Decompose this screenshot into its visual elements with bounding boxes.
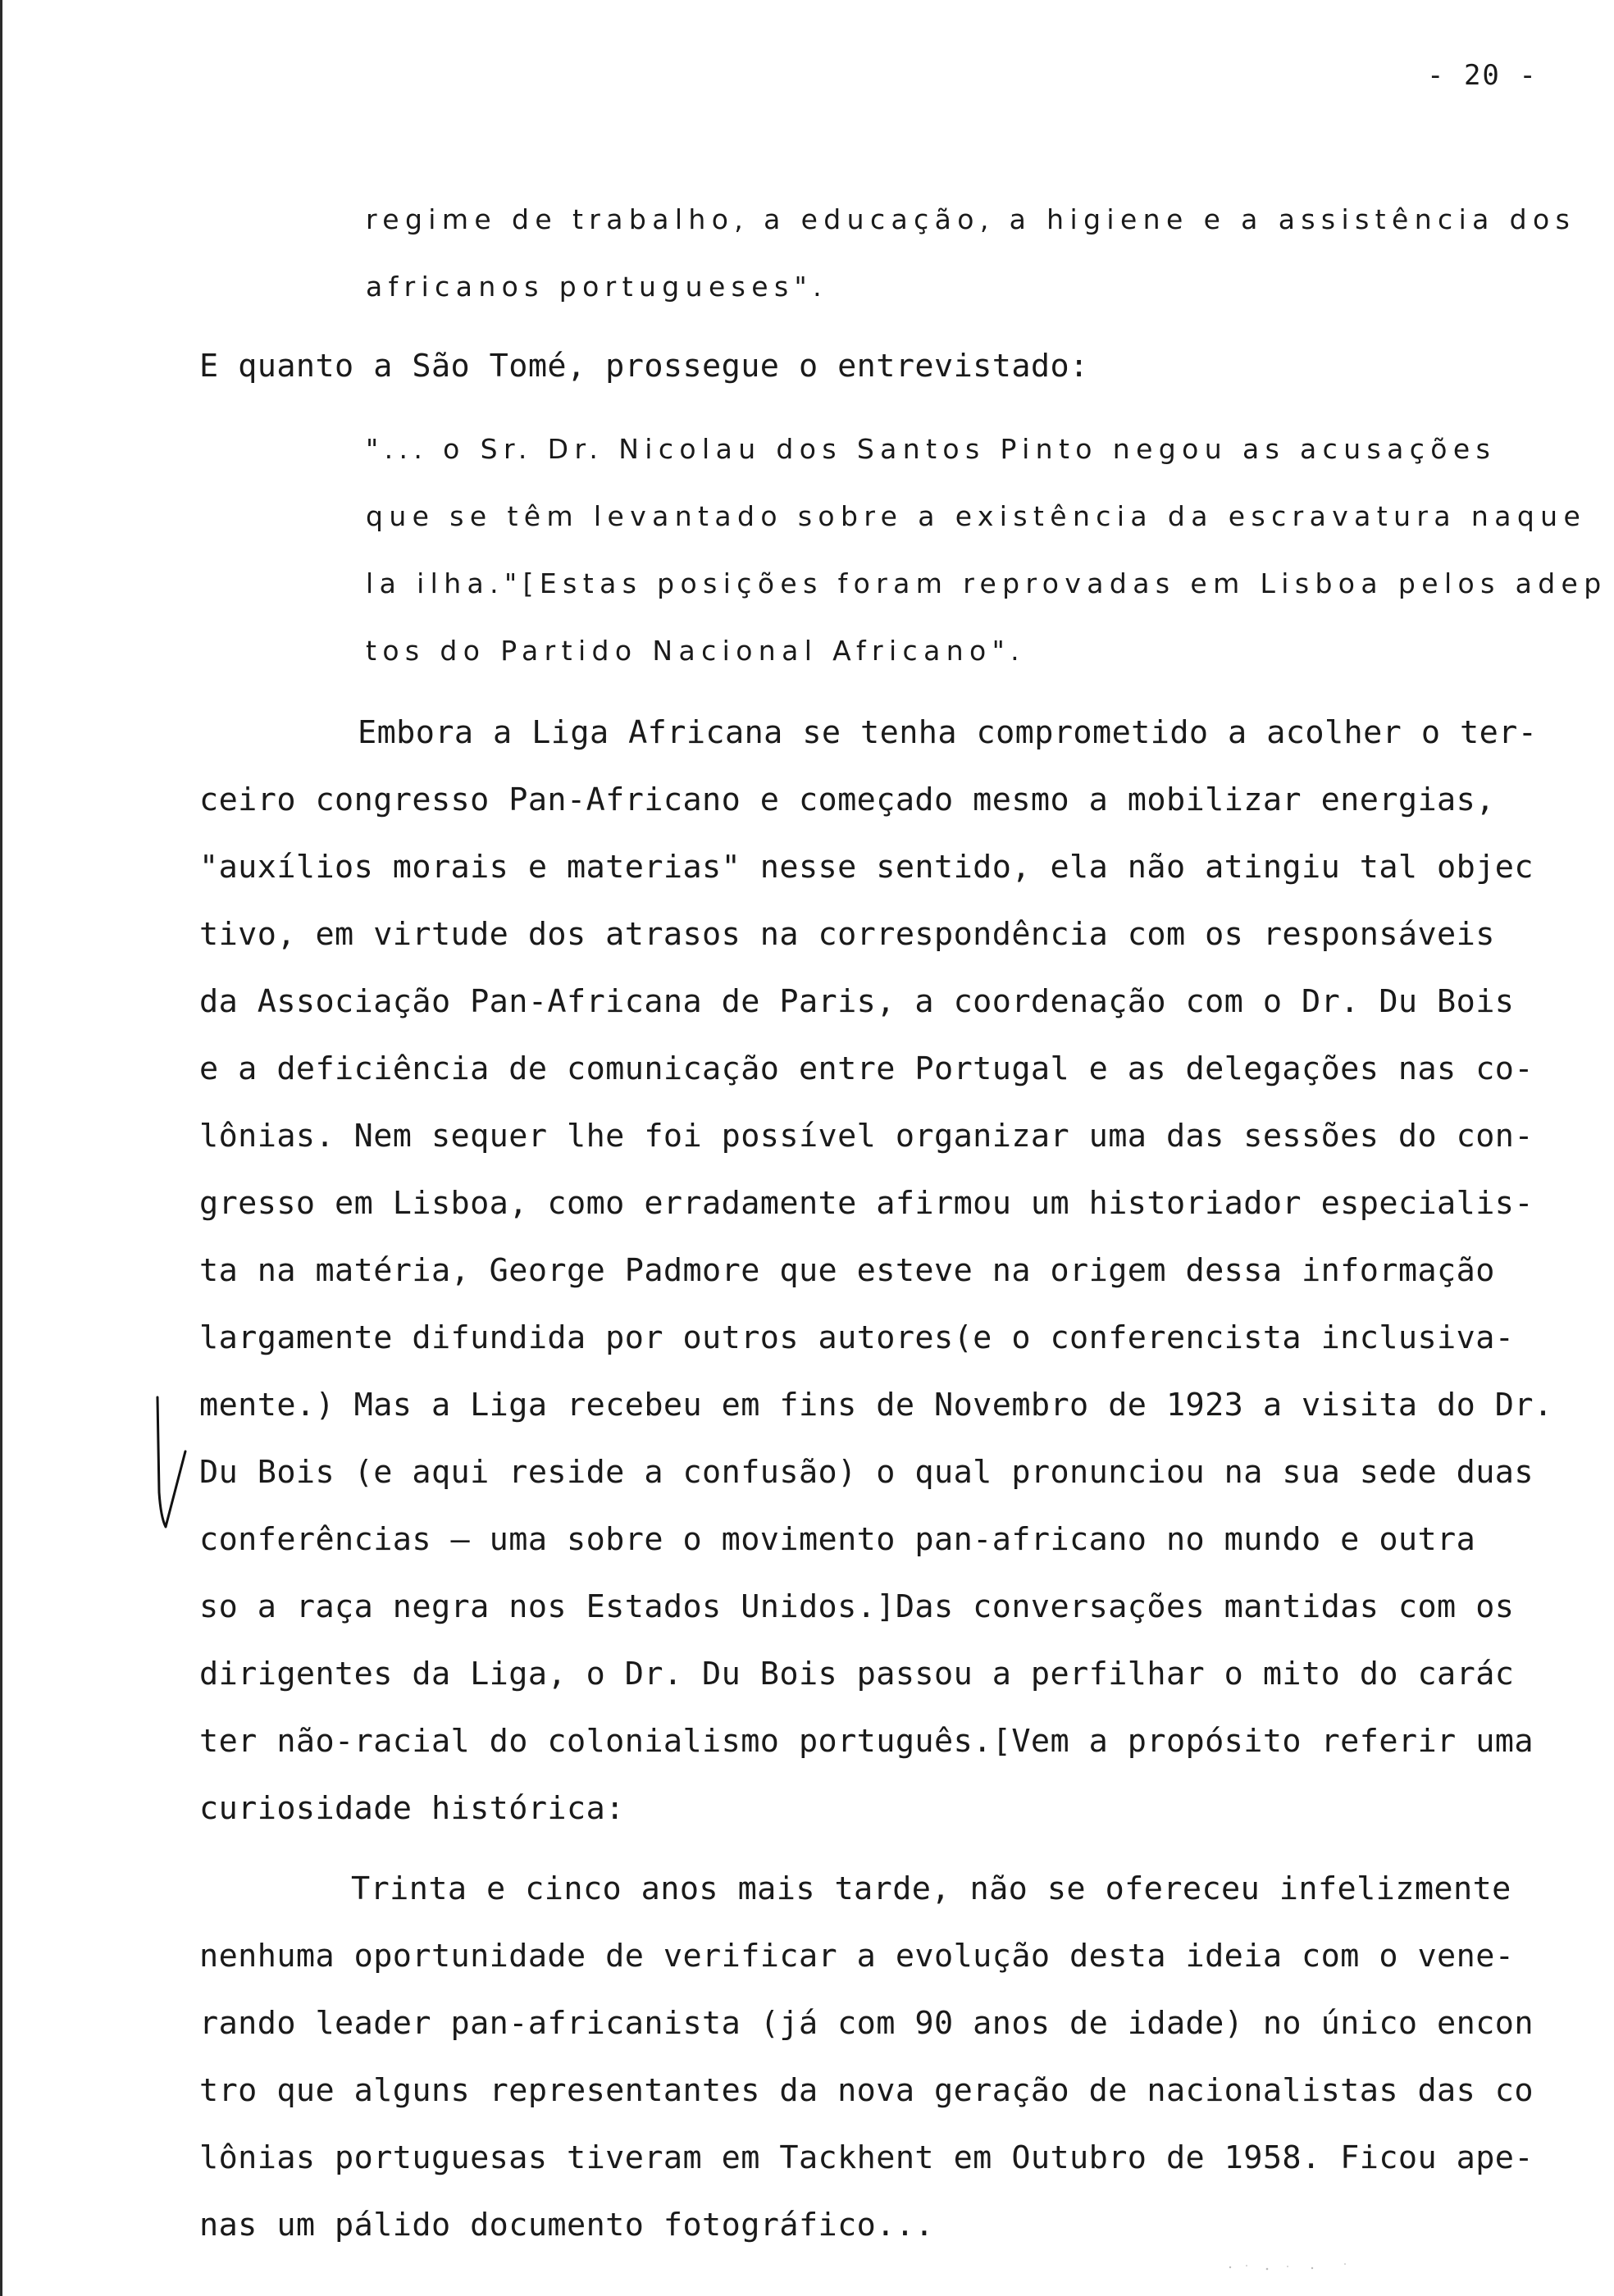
- paragraph-2-line-4: tro que alguns representantes da nova geração de nacionalistas das co: [199, 2072, 1534, 2109]
- quote-2-line-4: tos do Partido Nacional Africano".: [366, 635, 1026, 667]
- paragraph-1-line-14: so a raça negra nos Estados Unidos.]Das conversações mantidas com os: [199, 1588, 1515, 1625]
- paragraph-1-line-8: gresso em Lisboa, como erradamente afirmou um historiador especialis-: [199, 1185, 1534, 1222]
- paragraph-1-line-11: mente.) Mas a Liga recebeu em fins de Novembro de 1923 a visita do Dr.: [199, 1387, 1553, 1424]
- paragraph-1-line-7: lônias. Nem sequer lhe foi possível organizar uma das sessões do con-: [199, 1118, 1534, 1155]
- quote-2-line-1: "... o Sr. Dr. Nicolau dos Santos Pinto negou as acusações: [366, 433, 1497, 465]
- scan-noise: [1222, 2259, 1370, 2276]
- quote-2-line-2: que se têm levantado sobre a existência da escravatura naque: [366, 500, 1587, 532]
- quote-1-line-1: regime de trabalho, a educação, a higiene e a assistência dos: [366, 203, 1576, 235]
- page-number: - 20 -: [1427, 59, 1538, 92]
- paragraph-1-line-16: ter não-racial do colonialismo português.[Vem a propósito referir uma: [199, 1723, 1534, 1760]
- paragraph-2-line-2: nenhuma oportunidade de verificar a evolução desta ideia com o vene-: [199, 1938, 1515, 1975]
- quote-2-line-3: la ilha."[Estas posições foram reprovadas em Lisboa pelos adep: [366, 567, 1607, 599]
- page-edge: [0, 0, 2, 2296]
- intro-line: E quanto a São Tomé, prossegue o entrevistado:: [199, 348, 1089, 385]
- paragraph-2-line-1: Trinta e cinco anos mais tarde, não se ofereceu infelizmente: [351, 1870, 1511, 1907]
- paragraph-2-line-5: lônias portuguesas tiveram em Tackhent em Outubro de 1958. Ficou ape-: [199, 2139, 1534, 2176]
- paragraph-1-line-1: Embora a Liga Africana se tenha comprometido a acolher o ter-: [358, 714, 1538, 751]
- paragraph-1-line-6: e a deficiência de comunicação entre Portugal e as delegações nas co-: [199, 1050, 1534, 1087]
- paragraph-1-line-9: ta na matéria, George Padmore que esteve na origem dessa informação: [199, 1252, 1495, 1289]
- paragraph-1-line-15: dirigentes da Liga, o Dr. Du Bois passou a perfilhar o mito do carác: [199, 1656, 1515, 1692]
- paragraph-1-line-5: da Associação Pan-Africana de Paris, a coordenação com o Dr. Du Bois: [199, 983, 1515, 1020]
- paragraph-2-line-3: rando leader pan-africanista (já com 90 anos de idade) no único encon: [199, 2005, 1534, 2042]
- paragraph-1-line-3: "auxílios morais e materias" nesse sentido, ela não atingiu tal objec: [199, 849, 1534, 886]
- paragraph-1-line-4: tivo, em virtude dos atrasos na correspondência com os responsáveis: [199, 916, 1495, 953]
- paragraph-1-line-2: ceiro congresso Pan-Africano e começado mesmo a mobilizar energias,: [199, 781, 1495, 818]
- paragraph-2-line-6: nas um pálido documento fotográfico...: [199, 2207, 935, 2244]
- margin-check-mark: [156, 1394, 189, 1533]
- paragraph-1-line-12: Du Bois (e aqui reside a confusão) o qual pronunciou na sua sede duas: [199, 1454, 1534, 1491]
- quote-1-line-2: africanos portugueses".: [366, 271, 828, 303]
- paragraph-1-line-13: conferências — uma sobre o movimento pan-africano no mundo e outra: [199, 1521, 1476, 1558]
- paragraph-1-line-10: largamente difundida por outros autores(e o conferencista inclusiva-: [199, 1319, 1515, 1356]
- paragraph-1-line-17: curiosidade histórica:: [199, 1790, 625, 1827]
